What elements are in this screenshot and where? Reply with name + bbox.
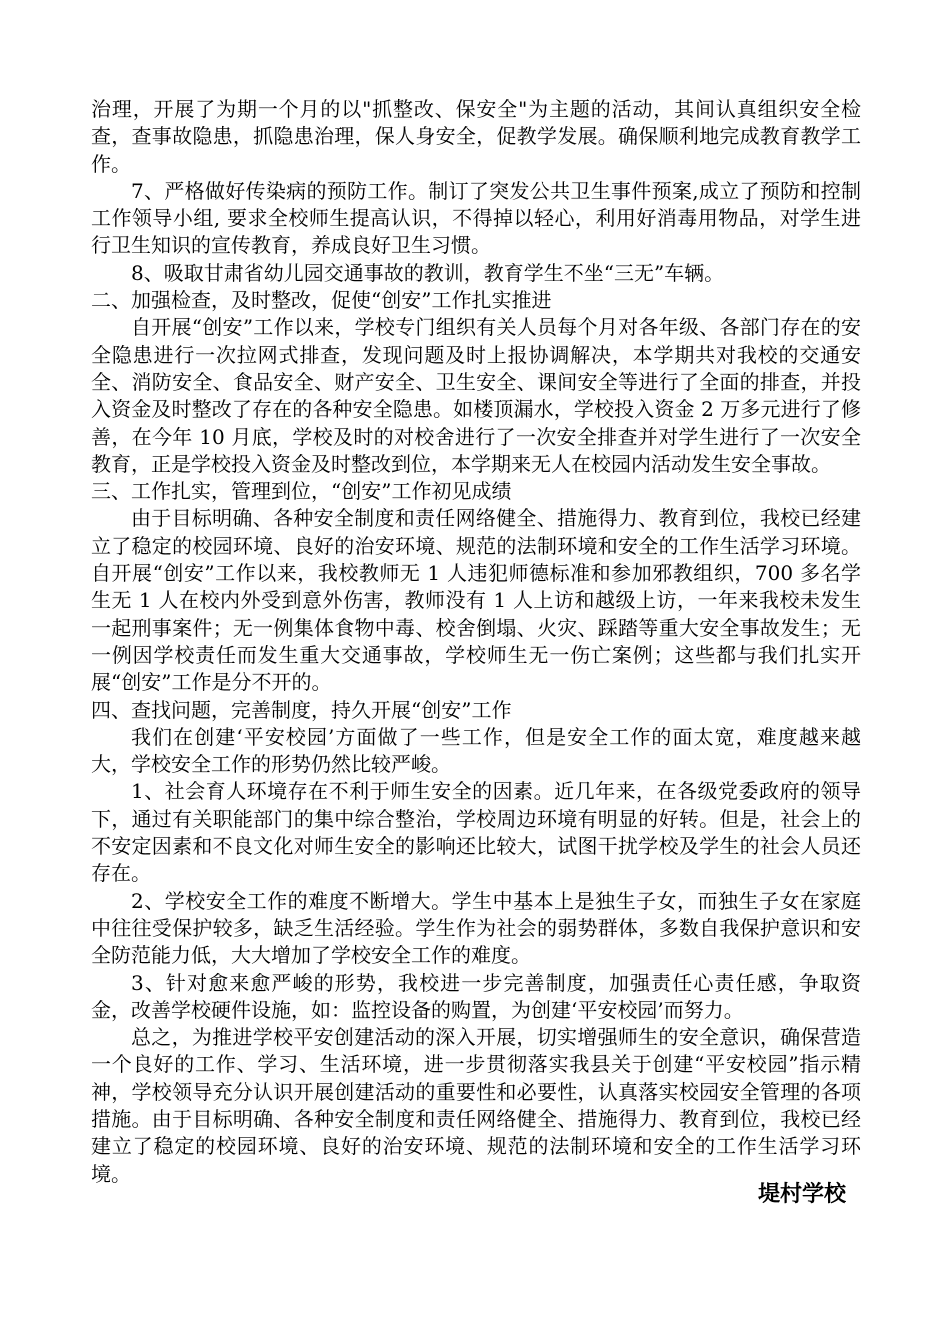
paragraph-problem-3: 3、针对愈来愈严峻的形势，我校进一步完善制度，加强责任心责任感，争取资金，改善学校硬件设施，如：监控设备的购置，为创建‘平安校园’而努力。 (91, 970, 861, 1022)
paragraph-item-7: 7、严格做好传染病的预防工作。制订了突发公共卫生事件预案,成立了预防和控制工作领导小组, 要求全校师生提高认识，不得掉以轻心，利用好消毒用物品，对学生进行卫生知识的宣传教育，养成良好卫生习惯。 (91, 178, 861, 258)
section-heading-3: 三、工作扎实，管理到位，“创安”工作初见成绩 (91, 479, 512, 504)
paragraph-continuation: 治理，开展了为期一个月的以"抓整改、保安全"为主题的活动，其间认真组织安全检查，查事故隐患，抓隐患治理，保人身安全，促教学发展。确保顺利地完成教育教学工作。 (91, 97, 861, 176)
section-heading-4: 四、查找问题，完善制度，持久开展“创安”工作 (91, 697, 512, 722)
paragraph-problem-1: 1、社会育人环境存在不利于师生安全的因素。近几年来，在各级党委政府的领导下，通过有关职能部门的集中综合整治，学校周边环境有明显的好转。但是，社会上的不安定因素和不良文化对师生安全的影响还比较大，试图干扰学校及学生的社会人员还存在。 (91, 779, 861, 886)
paragraph-section-3: 由于目标明确、各种安全制度和责任网络健全、措施得力、教育到位，我校已经建立了稳定的校园环境、良好的治安环境、规范的法制环境和安全的工作生活学习环境。自开展“创安”工作以来，我校教师无 1 人违犯师德标准和参加邪教组织，700 多名学生无 1 人在校内外受到意外伤害，教师没有 1 人上访和越级上访，一年来我校未发生一起刑事案件；无一例集体食物中毒、校舍倒塌、火灾、踩踏等重大安全事故发生；无一例因学校责任而发生重大交通事故，学校师生无一伤亡案例；这些都与我们扎实开展“创安”工作是分不开的。 (91, 506, 861, 695)
paragraph-conclusion: 总之，为推进学校平安创建活动的深入开展，切实增强师生的安全意识，确保营造一个良好的工作、学习、生活环境，进一步贯彻落实我县关于创建“平安校园”指示精神，学校领导充分认识开展创建活动的重要性和必要性，认真落实校园安全管理的各项措施。由于目标明确、各种安全制度和责任网络健全、措施得力、教育到位，我校已经建立了稳定的校园环境、良好的治安环境、规范的法制环境和安全的工作生活学习环境。 (91, 1025, 861, 1186)
paragraph-section-2: 自开展“创安”工作以来，学校专门组织有关人员每个月对各年级、各部门存在的安全隐患进行一次拉网式排查，发现问题及时上报协调解决，本学期共对我校的交通安全、消防安全、食品安全、财产安全、卫生安全、课间安全等进行了全面的排查，并投入资金及时整改了存在的各种安全隐患。如楼顶漏水，学校投入资金 2 万多元进行了修善，在今年 10 月底，学校及时的对校舍进行了一次安全排查并对学生进行了一次安全教育，正是学校投入资金及时整改到位，本学期来无人在校园内活动发生安全事故。 (91, 315, 861, 476)
section-heading-2: 二、加强检查，及时整改，促使“创安”工作扎实推进 (91, 288, 552, 313)
paragraph-item-8: 8、吸取甘肃省幼儿园交通事故的教训，教育学生不坐“三无”车辆。 (131, 260, 725, 285)
document-body (91, 96, 861, 1188)
paragraph-section-4-intro: 我们在创建‘平安校园’方面做了一些工作，但是安全工作的面太宽，难度越来越大，学校安全工作的形势仍然比较严峻。 (91, 724, 861, 777)
signature-school-name: 堤村学校 (757, 1182, 846, 1207)
paragraph-problem-2: 2、学校安全工作的难度不断增大。学生中基本上是独生子女，而独生子女在家庭中往往受保护较多，缺乏生活经验。学生作为社会的弱势群体，多数自我保护意识和安全防范能力低，大大增加了学校安全工作的难度。 (91, 888, 861, 968)
